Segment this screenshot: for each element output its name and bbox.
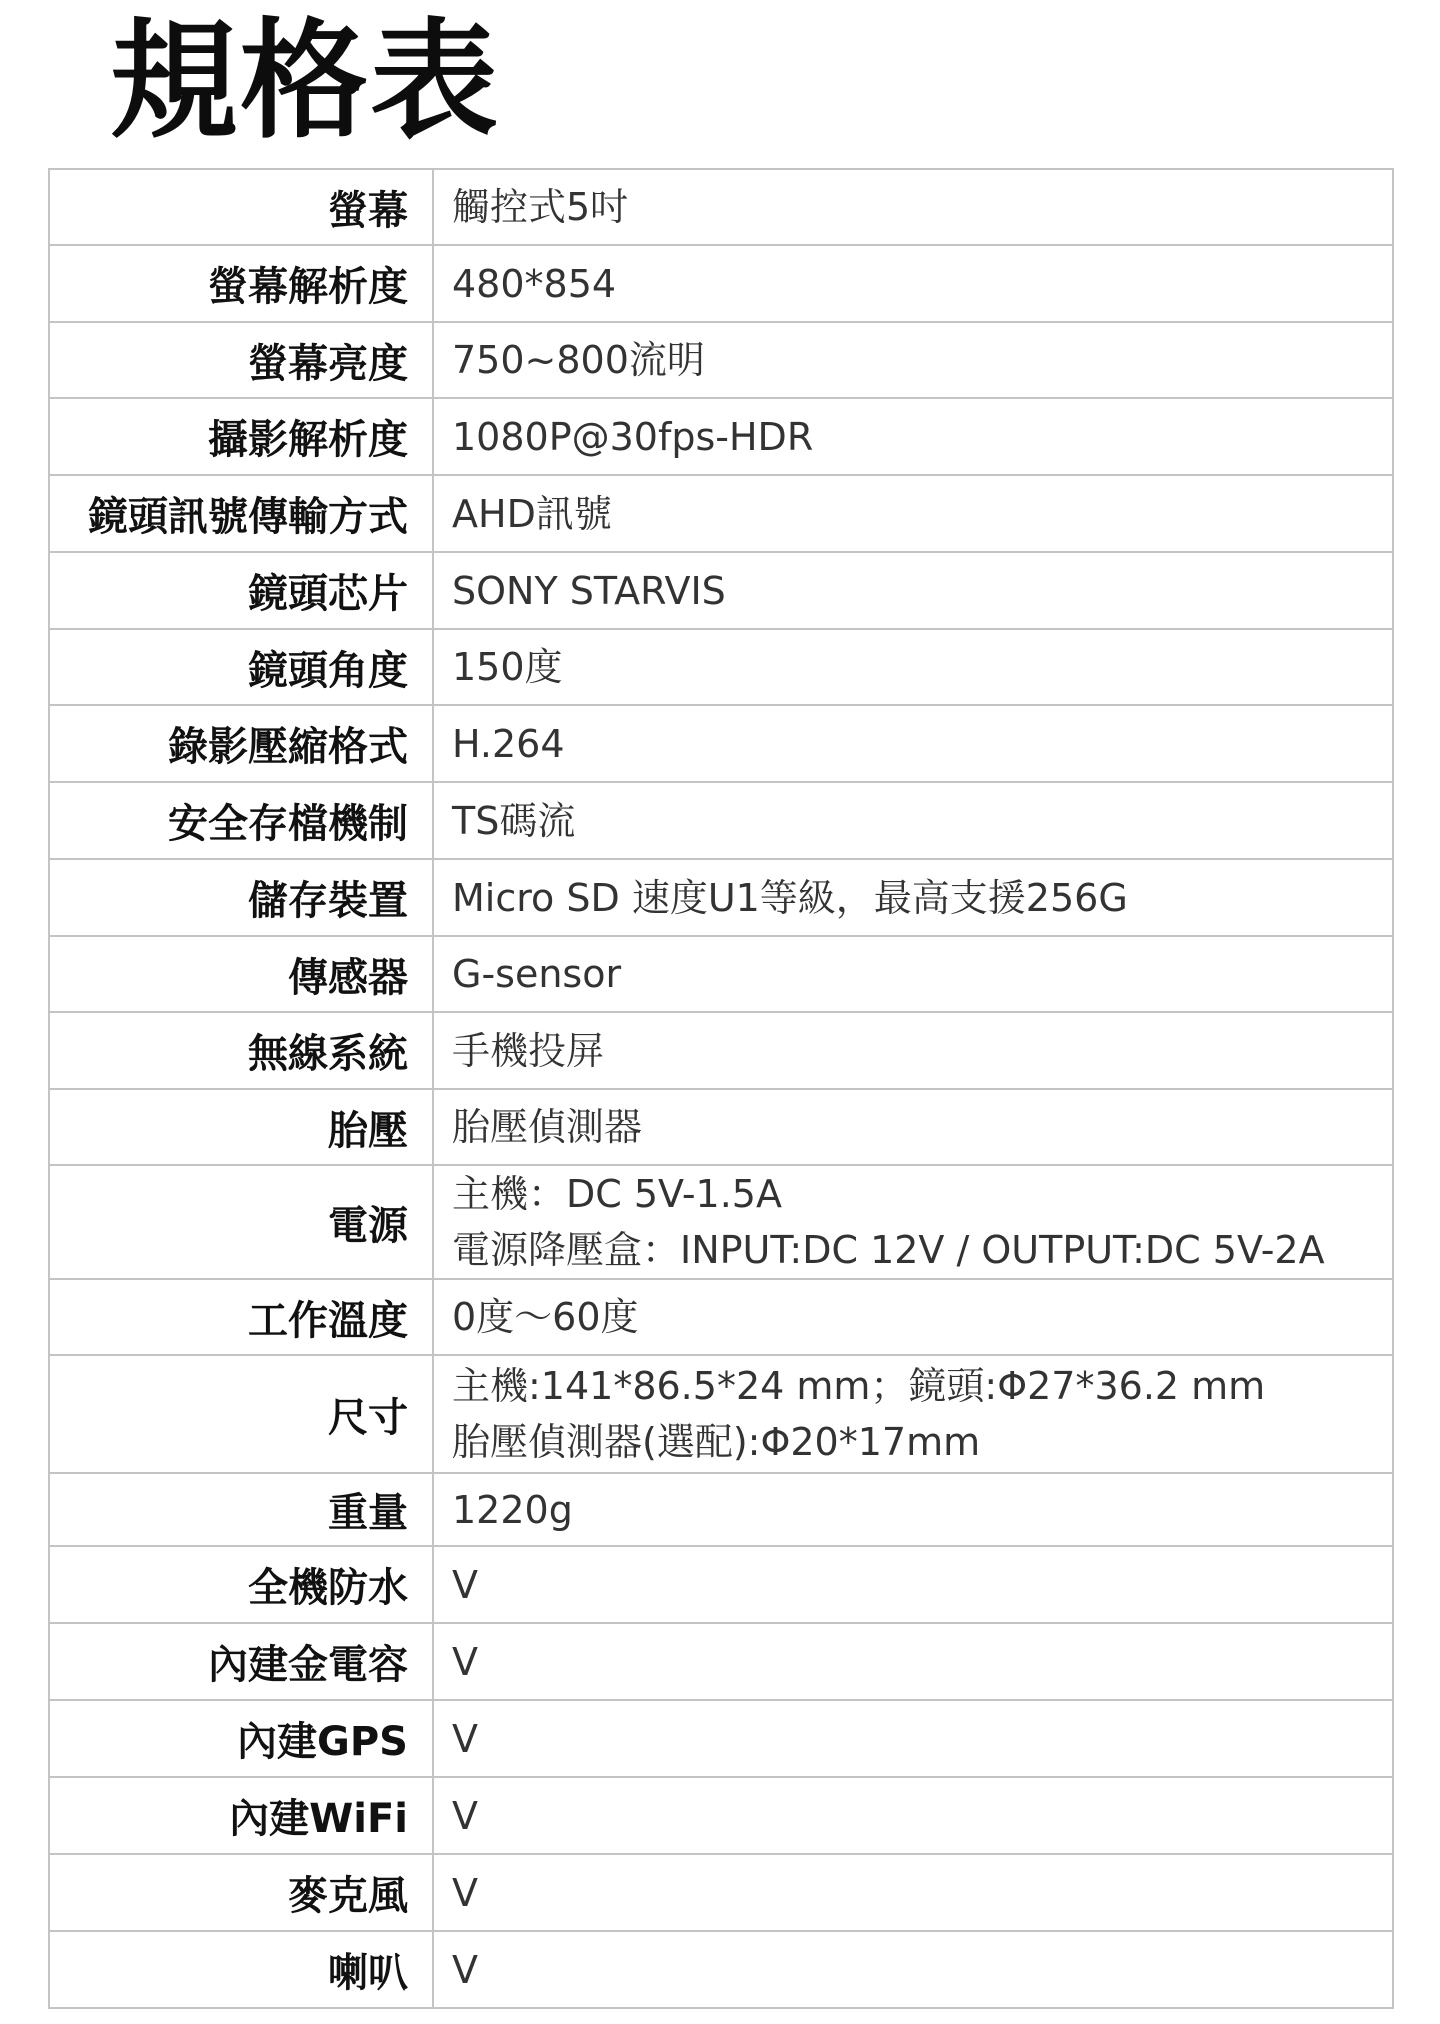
spec-label: 胎壓 [49, 1089, 433, 1165]
spec-value [433, 1777, 1393, 1854]
spec-row [49, 1546, 1393, 1623]
spec-row [49, 782, 1393, 859]
spec-value-line: 手機投屏 [452, 1028, 605, 1073]
spec-value-line: SONY STARVIS [452, 568, 726, 613]
spec-label: 電源 [49, 1165, 433, 1279]
spec-value [433, 1165, 1393, 1279]
spec-value-line: 750~800流明 [452, 338, 705, 382]
spec-value-line: V [452, 1639, 478, 1684]
spec-value [433, 782, 1393, 859]
spec-row [49, 936, 1393, 1012]
spec-value [433, 1623, 1393, 1700]
spec-row [49, 629, 1393, 705]
spec-value-line: AHD訊號 [452, 491, 612, 536]
spec-row [49, 398, 1393, 475]
spec-value [433, 322, 1393, 398]
spec-label: 螢幕亮度 [49, 322, 433, 398]
spec-value [433, 552, 1393, 629]
spec-label: 儲存裝置 [49, 859, 433, 936]
spec-row [49, 245, 1393, 322]
spec-row [49, 322, 1393, 398]
spec-row [49, 1089, 1393, 1165]
spec-row [49, 705, 1393, 782]
spec-value [433, 1854, 1393, 1931]
spec-row [49, 1165, 1393, 1279]
spec-value [433, 629, 1393, 705]
spec-value [433, 936, 1393, 1012]
spec-value-line: H.264 [452, 721, 565, 766]
spec-row [49, 1279, 1393, 1355]
spec-label: 內建GPS [49, 1700, 433, 1777]
spec-row [49, 169, 1393, 245]
spec-label: 鏡頭角度 [49, 629, 433, 705]
spec-row [49, 1700, 1393, 1777]
spec-label: 螢幕解析度 [49, 245, 433, 322]
spec-row [49, 552, 1393, 629]
spec-label: 螢幕 [49, 169, 433, 245]
spec-value-line: 480*854 [452, 261, 617, 306]
spec-row [49, 475, 1393, 552]
spec-value [433, 1546, 1393, 1623]
spec-label: 傳感器 [49, 936, 433, 1012]
spec-label: 錄影壓縮格式 [49, 705, 433, 782]
spec-value-line: 主機：DC 5V-1.5A [452, 1172, 782, 1216]
spec-label: 喇叭 [49, 1931, 433, 2008]
spec-row [49, 1931, 1393, 2008]
spec-row [49, 1012, 1393, 1089]
spec-value [433, 1089, 1393, 1165]
spec-row [49, 859, 1393, 936]
spec-label: 內建金電容 [49, 1623, 433, 1700]
spec-value-line: 150度 [452, 645, 563, 689]
spec-label: 無線系統 [49, 1012, 433, 1089]
spec-row [49, 1473, 1393, 1546]
spec-label: 安全存檔機制 [49, 782, 433, 859]
spec-value-line: V [452, 1716, 478, 1761]
spec-value-line: 胎壓偵測器(選配):Φ20*17mm [452, 1420, 981, 1464]
spec-value-line: 電源降壓盒：INPUT:DC 12V / OUTPUT:DC 5V-2A [452, 1228, 1325, 1272]
spec-value-line: G-sensor [452, 952, 622, 996]
spec-value [433, 1473, 1393, 1546]
spec-value-line: 胎壓偵測器 [452, 1105, 643, 1149]
spec-value [433, 169, 1393, 245]
spec-value [433, 1931, 1393, 2008]
spec-value [433, 705, 1393, 782]
spec-value-line: 觸控式5吋 [452, 185, 629, 229]
spec-value-line: TS碼流 [452, 798, 576, 843]
spec-value [433, 1279, 1393, 1355]
spec-label: 鏡頭訊號傳輸方式 [49, 475, 433, 552]
spec-label: 工作溫度 [49, 1279, 433, 1355]
spec-value [433, 475, 1393, 552]
spec-row [49, 1623, 1393, 1700]
spec-row [49, 1854, 1393, 1931]
spec-table-body [49, 169, 1393, 2008]
spec-value [433, 245, 1393, 322]
spec-value [433, 1012, 1393, 1089]
spec-label: 全機防水 [49, 1546, 433, 1623]
spec-value-line: Micro SD 速度U1等級，最高支援256G [452, 875, 1128, 920]
spec-value [433, 1355, 1393, 1473]
spec-value [433, 398, 1393, 475]
spec-row [49, 1355, 1393, 1473]
spec-value-line: 1080P@30fps-HDR [452, 414, 814, 459]
spec-value-line: V [452, 1562, 478, 1607]
spec-label: 尺寸 [49, 1355, 433, 1473]
spec-value-line: 主機:141*86.5*24 mm；鏡頭:Φ27*36.2 mm [452, 1364, 1266, 1408]
spec-table [48, 168, 1394, 2009]
spec-value [433, 859, 1393, 936]
spec-value-line: 1220g [452, 1487, 573, 1532]
spec-value-line: 0度～60度 [452, 1295, 639, 1339]
spec-value [433, 1700, 1393, 1777]
spec-label: 內建WiFi [49, 1777, 433, 1854]
spec-label: 鏡頭芯片 [49, 552, 433, 629]
page-title: 規格表 [110, 7, 501, 156]
spec-value-line: V [452, 1793, 478, 1838]
spec-value-line: V [452, 1947, 478, 1992]
spec-label: 麥克風 [49, 1854, 433, 1931]
spec-label: 攝影解析度 [49, 398, 433, 475]
spec-row [49, 1777, 1393, 1854]
spec-value-line: V [452, 1870, 478, 1915]
spec-label: 重量 [49, 1473, 433, 1546]
